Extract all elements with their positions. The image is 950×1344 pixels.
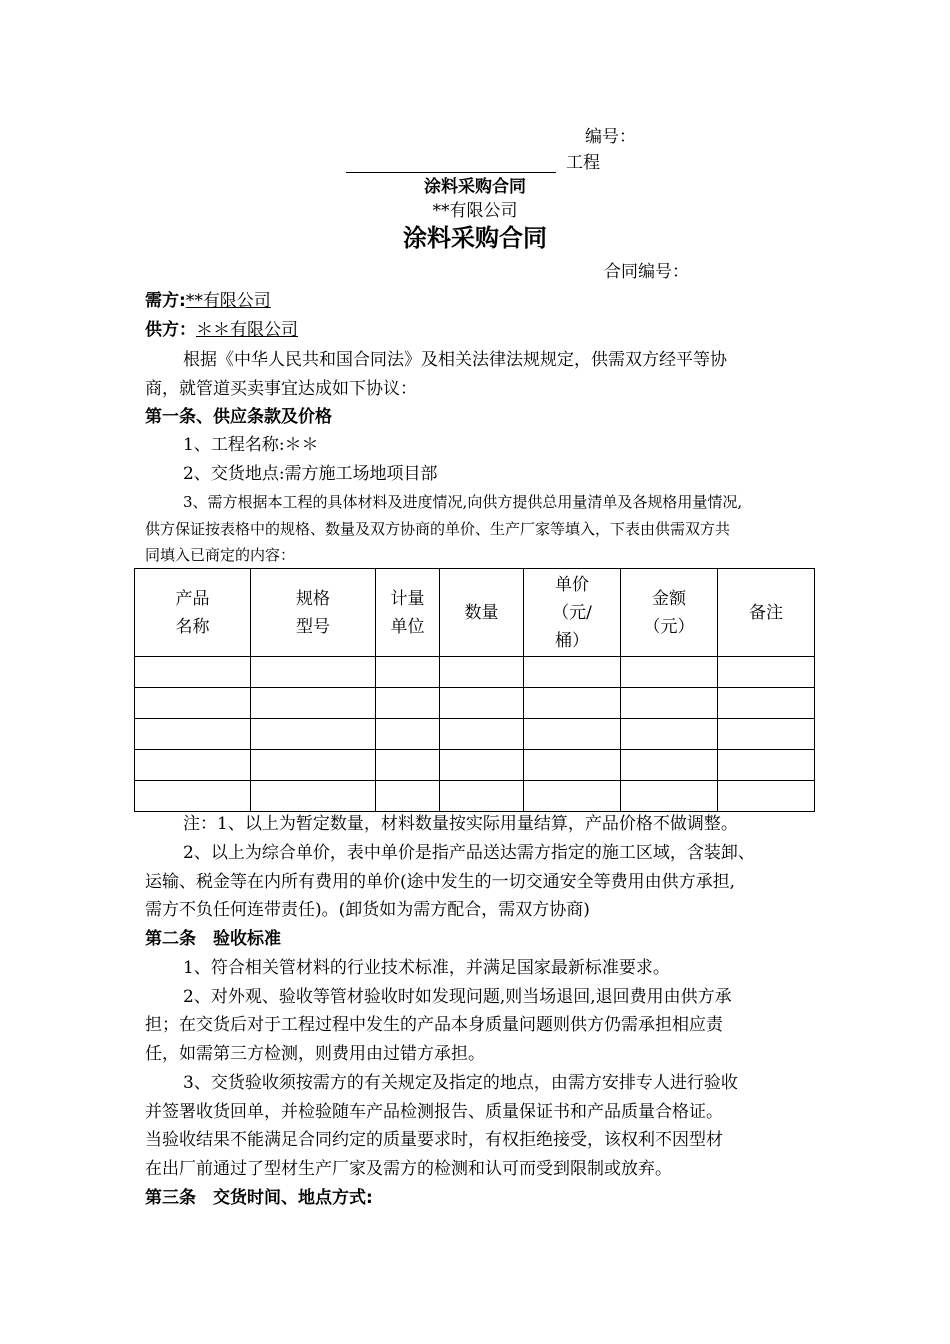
article2-line-2: 2、对外观、验收等管材验收时如发现问题,则当场退回,退回费用由供方承 [183, 987, 732, 1007]
table-cell [376, 781, 440, 812]
table-cell [440, 657, 524, 688]
table-cell [621, 750, 718, 781]
table-cell [251, 688, 376, 719]
table-cell [135, 781, 251, 812]
intro-line-1: 根据《中华人民共和国合同法》及相关法律法规规定，供需双方经平等协 [183, 350, 727, 370]
article2-line-6: 并签署收货回单，并检验随车产品检测报告、质量保证书和产品质量合格证。 [145, 1102, 723, 1122]
project-name-blank [346, 172, 556, 173]
company-name: **有限公司 [432, 201, 518, 221]
table-cell [524, 657, 621, 688]
table-cell [621, 719, 718, 750]
article2-heading: 第二条 验收标准 [145, 929, 281, 949]
col-unit-price: 单价 （元/ 桶） [524, 569, 621, 657]
table-cell [440, 719, 524, 750]
table-row [135, 750, 815, 781]
table-cell [376, 750, 440, 781]
main-title: 涂料采购合同 [403, 224, 547, 252]
article1-item3-line3: 同填入已商定的内容： [145, 546, 296, 564]
table-cell [135, 657, 251, 688]
table-cell [251, 657, 376, 688]
table-cell [376, 657, 440, 688]
article2-line-5: 3、交货验收须按需方的有关规定及指定的地点，由需方安排专人进行验收 [183, 1073, 738, 1093]
note-2: 2、以上为综合单价，表中单价是指产品送达需方指定的施工区域，含装卸、 [183, 843, 755, 863]
table-cell [718, 750, 815, 781]
supplier-name: ＊＊有限公司 [196, 320, 298, 340]
table-cell [376, 719, 440, 750]
buyer-line [145, 291, 271, 311]
document-subtitle: 涂料采购合同 [424, 177, 526, 197]
table-cell [718, 719, 815, 750]
col-amount: 金额 （元） [621, 569, 718, 657]
table-cell [440, 688, 524, 719]
contract-number-label: 合同编号： [604, 262, 689, 282]
table-row [135, 688, 815, 719]
table-cell [524, 750, 621, 781]
project-suffix: 工程 [566, 153, 600, 173]
article1-heading: 第一条、供应条款及价格 [145, 407, 332, 427]
table-cell [440, 750, 524, 781]
table-row [135, 781, 815, 812]
table-cell [135, 750, 251, 781]
number-label: 编号： [585, 127, 636, 147]
buyer-label: 需方: [145, 291, 186, 311]
article1-item3-line2: 供方保证按表格中的规格、数量及双方协商的单价、生产厂家等填入，下表由供需双方共 [145, 520, 731, 538]
table-row [135, 657, 815, 688]
intro-line-2: 商，就管道买卖事宜达成如下协议： [145, 379, 417, 399]
supplier-label: 供方： [145, 320, 196, 340]
article2-line-8: 在出厂前通过了型材生产厂家及需方的检测和认可而受到限制或放弃。 [145, 1159, 672, 1179]
article1-item1: 1、工程名称:＊＊ [183, 435, 319, 455]
col-unit: 计量 单位 [376, 569, 440, 657]
table-header-row [135, 569, 815, 657]
table-cell [135, 719, 251, 750]
table-cell [376, 688, 440, 719]
table-row [135, 719, 815, 750]
table-cell [621, 781, 718, 812]
table-cell [718, 657, 815, 688]
col-spec-model: 规格 型号 [251, 569, 376, 657]
col-remarks: 备注 [718, 569, 815, 657]
table-cell [524, 688, 621, 719]
note-2-cont-1: 运输、税金等在内所有费用的单价(途中发生的一切交通安全等费用由供方承担, [145, 872, 736, 892]
table-cell [524, 719, 621, 750]
table-cell [718, 688, 815, 719]
note-1: 注：1、以上为暂定数量，材料数量按实际用量结算，产品价格不做调整。 [183, 814, 738, 834]
article2-line-1: 1、符合相关管材料的行业技术标准，并满足国家最新标准要求。 [183, 958, 670, 978]
article2-line-3: 担；在交货后对于工程过程中发生的产品本身质量问题则供方仍需承担相应责 [145, 1015, 723, 1035]
note-2-cont-2: 需方不负任何连带责任)。(卸货如为需方配合，需双方协商) [145, 900, 590, 920]
table-cell [524, 781, 621, 812]
article2-line-4: 任，如需第三方检测，则费用由过错方承担。 [145, 1044, 485, 1064]
table-cell [135, 688, 251, 719]
price-table [134, 568, 815, 812]
col-product-name: 产品 名称 [135, 569, 251, 657]
article1-item2: 2、交货地点:需方施工场地项目部 [183, 464, 438, 484]
supplier-line [145, 320, 298, 340]
table-cell [251, 750, 376, 781]
table-cell [440, 781, 524, 812]
article2-line-7: 当验收结果不能满足合同约定的质量要求时，有权拒绝接受，该权利不因型材 [145, 1130, 723, 1150]
table-cell [251, 781, 376, 812]
article3-heading: 第三条 交货时间、地点方式: [145, 1188, 373, 1208]
buyer-name: **有限公司 [185, 291, 271, 311]
table-cell [718, 781, 815, 812]
table-cell [251, 719, 376, 750]
article1-item3-line1: 3、需方根据本工程的具体材料及进度情况,向供方提供总用量清单及各规格用量情况, [183, 493, 743, 511]
table-cell [621, 688, 718, 719]
col-quantity: 数量 [440, 569, 524, 657]
table-cell [621, 657, 718, 688]
